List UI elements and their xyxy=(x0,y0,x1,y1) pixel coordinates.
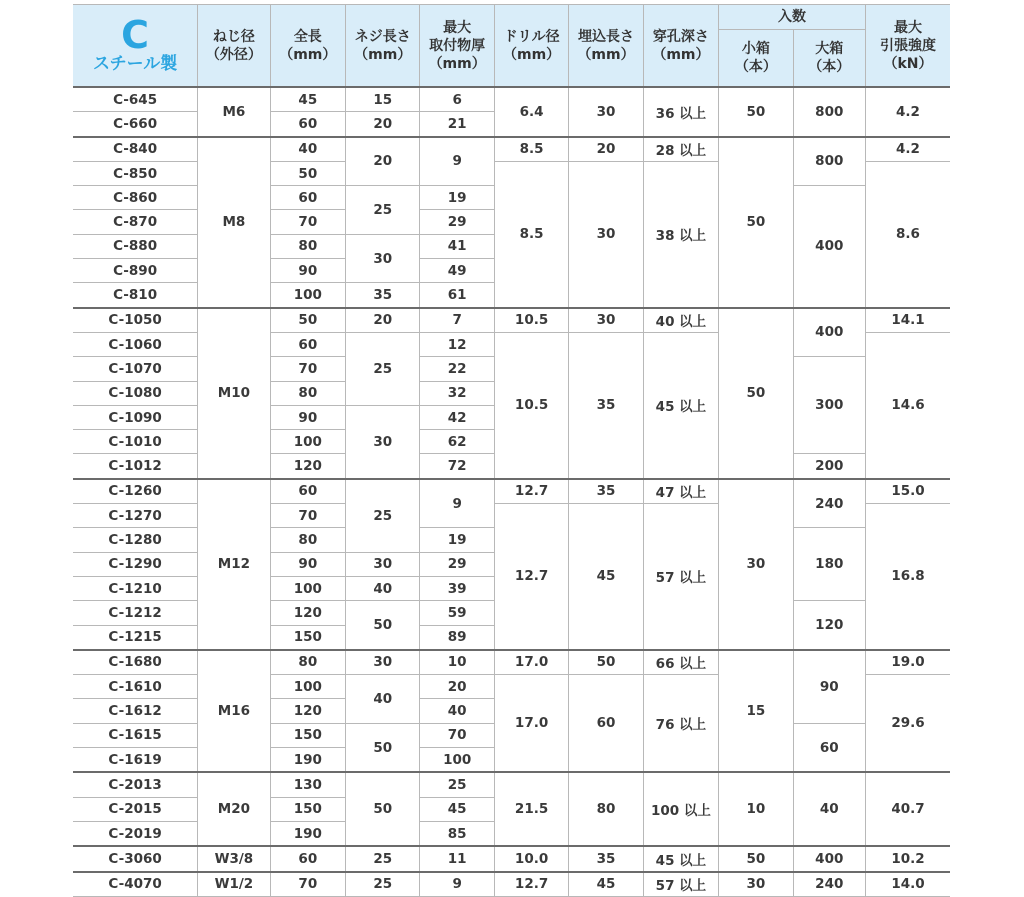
model-cell: C-1010 xyxy=(73,430,198,454)
length-cell: 190 xyxy=(270,821,345,846)
length-cell: 45 xyxy=(270,87,345,112)
qty-large-cell: 240 xyxy=(793,479,865,528)
model-cell: C-1215 xyxy=(73,625,198,650)
embed-length-header: 埋込長さ （mm） xyxy=(569,5,643,88)
max-thickness-cell: 42 xyxy=(420,405,494,429)
hole-depth-header: 穿孔深さ （mm） xyxy=(643,5,718,88)
length-cell: 130 xyxy=(270,772,345,797)
length-cell: 80 xyxy=(270,381,345,405)
max-thickness-cell: 39 xyxy=(420,576,494,600)
hole-depth-cell: 45 以上 xyxy=(643,846,718,871)
drill-cell: 6.4 xyxy=(494,87,568,137)
qty-small-cell: 50 xyxy=(719,137,793,308)
length-cell: 50 xyxy=(270,161,345,185)
model-cell: C-1270 xyxy=(73,504,198,528)
embed-cell: 35 xyxy=(569,846,643,871)
drill-cell: 10.5 xyxy=(494,308,568,333)
model-cell: C-1615 xyxy=(73,723,198,747)
tensile-cell: 15.0 xyxy=(865,479,950,504)
model-cell: C-2013 xyxy=(73,772,198,797)
max-thickness-cell: 72 xyxy=(420,454,494,479)
length-cell: 80 xyxy=(270,234,345,258)
length-cell: 90 xyxy=(270,552,345,576)
screw-length-cell: 30 xyxy=(346,234,420,283)
model-cell: C-1290 xyxy=(73,552,198,576)
table-row xyxy=(73,650,950,675)
screw-length-cell: 20 xyxy=(346,112,420,137)
qty-large-cell: 800 xyxy=(793,137,865,186)
screw-length-cell: 40 xyxy=(346,675,420,724)
model-cell: C-1012 xyxy=(73,454,198,479)
qty-large-cell: 240 xyxy=(793,872,865,897)
model-cell: C-870 xyxy=(73,210,198,234)
embed-cell: 45 xyxy=(569,872,643,897)
large-box-header: 大箱 （本） xyxy=(793,30,865,88)
hole-depth-cell: 38 以上 xyxy=(643,161,718,307)
max-thickness-cell: 20 xyxy=(420,675,494,699)
max-thickness-cell: 45 xyxy=(420,797,494,821)
embed-cell: 60 xyxy=(569,675,643,773)
max-thickness-cell: 29 xyxy=(420,210,494,234)
table-row xyxy=(73,137,950,162)
model-cell: C-810 xyxy=(73,283,198,308)
drill-cell: 12.7 xyxy=(494,504,568,650)
drill-cell: 17.0 xyxy=(494,675,568,773)
embed-cell: 80 xyxy=(569,772,643,846)
length-cell: 100 xyxy=(270,576,345,600)
table-row xyxy=(73,872,950,897)
length-cell: 190 xyxy=(270,748,345,773)
screw-length-cell: 30 xyxy=(346,405,420,478)
max-thickness-cell: 70 xyxy=(420,723,494,747)
length-cell: 60 xyxy=(270,332,345,356)
embed-cell: 30 xyxy=(569,87,643,137)
tensile-cell: 14.0 xyxy=(865,872,950,897)
brand-header-cell xyxy=(73,5,198,88)
thread-cell: M12 xyxy=(198,479,270,650)
length-cell: 150 xyxy=(270,797,345,821)
drill-cell: 17.0 xyxy=(494,650,568,675)
length-cell: 120 xyxy=(270,454,345,479)
length-cell: 90 xyxy=(270,259,345,283)
model-cell: C-3060 xyxy=(73,846,198,871)
tensile-cell: 8.6 xyxy=(865,161,950,307)
model-cell: C-1060 xyxy=(73,332,198,356)
model-cell: C-1080 xyxy=(73,381,198,405)
brand-letter: C xyxy=(121,12,150,57)
model-cell: C-890 xyxy=(73,259,198,283)
qty-large-cell: 90 xyxy=(793,650,865,723)
screw-length-cell: 40 xyxy=(346,576,420,600)
qty-large-cell: 200 xyxy=(793,454,865,479)
length-cell: 40 xyxy=(270,137,345,162)
qty-large-cell: 300 xyxy=(793,357,865,454)
drill-cell: 12.7 xyxy=(494,479,568,504)
model-cell: C-860 xyxy=(73,186,198,210)
model-cell: C-2019 xyxy=(73,821,198,846)
embed-cell: 30 xyxy=(569,161,643,307)
model-cell: C-1612 xyxy=(73,699,198,723)
model-cell: C-4070 xyxy=(73,872,198,897)
screw-length-cell: 25 xyxy=(346,872,420,897)
qty-small-cell: 50 xyxy=(719,87,793,137)
hole-depth-cell: 28 以上 xyxy=(643,137,718,162)
table-row xyxy=(73,479,950,504)
tensile-cell: 14.1 xyxy=(865,308,950,333)
max-thickness-cell: 100 xyxy=(420,748,494,773)
table-row xyxy=(73,308,950,333)
table-row xyxy=(73,846,950,871)
table-header xyxy=(73,5,950,88)
thread-cell: M20 xyxy=(198,772,270,846)
length-cell: 80 xyxy=(270,650,345,675)
qty-large-cell: 60 xyxy=(793,723,865,772)
qty-small-cell: 15 xyxy=(719,650,793,772)
max-thickness-cell: 11 xyxy=(420,846,494,871)
drill-cell: 21.5 xyxy=(494,772,568,846)
drill-cell: 10.0 xyxy=(494,846,568,871)
tensile-cell: 29.6 xyxy=(865,675,950,773)
thread-cell: M16 xyxy=(198,650,270,772)
table-body xyxy=(73,87,950,896)
table-row xyxy=(73,772,950,797)
tensile-cell: 16.8 xyxy=(865,504,950,650)
qty-large-cell: 800 xyxy=(793,87,865,137)
max-thickness-header: 最大 取付物厚 （mm） xyxy=(420,5,494,88)
max-thickness-cell: 59 xyxy=(420,601,494,625)
embed-cell: 45 xyxy=(569,504,643,650)
max-thickness-cell: 62 xyxy=(420,430,494,454)
model-cell: C-1210 xyxy=(73,576,198,600)
drill-cell: 8.5 xyxy=(494,137,568,162)
qty-small-cell: 30 xyxy=(719,479,793,650)
model-cell: C-1680 xyxy=(73,650,198,675)
max-thickness-cell: 85 xyxy=(420,821,494,846)
length-cell: 150 xyxy=(270,723,345,747)
screw-length-cell: 30 xyxy=(346,552,420,576)
model-cell: C-850 xyxy=(73,161,198,185)
max-thickness-cell: 21 xyxy=(420,112,494,137)
max-thickness-cell: 7 xyxy=(420,308,494,333)
qty-large-cell: 400 xyxy=(793,186,865,308)
length-cell: 70 xyxy=(270,872,345,897)
model-cell: C-2015 xyxy=(73,797,198,821)
screw-length-cell: 35 xyxy=(346,283,420,308)
drill-diameter-header: ドリル径 （mm） xyxy=(494,5,568,88)
screw-length-cell: 25 xyxy=(346,479,420,552)
length-cell: 120 xyxy=(270,601,345,625)
max-thickness-cell: 9 xyxy=(420,872,494,897)
qty-large-cell: 180 xyxy=(793,528,865,601)
length-cell: 120 xyxy=(270,699,345,723)
thread-cell: M6 xyxy=(198,87,270,137)
model-cell: C-1090 xyxy=(73,405,198,429)
brand-material: スチール製 xyxy=(92,53,178,74)
length-cell: 100 xyxy=(270,675,345,699)
length-cell: 60 xyxy=(270,112,345,137)
embed-cell: 50 xyxy=(569,650,643,675)
hole-depth-cell: 76 以上 xyxy=(643,675,718,773)
small-box-header: 小箱 （本） xyxy=(719,30,793,88)
embed-cell: 30 xyxy=(569,308,643,333)
tensile-cell: 4.2 xyxy=(865,87,950,137)
max-thickness-cell: 40 xyxy=(420,699,494,723)
model-cell: C-645 xyxy=(73,87,198,112)
thread-diameter-header: ねじ径 （外径） xyxy=(198,5,270,88)
model-cell: C-840 xyxy=(73,137,198,162)
max-thickness-cell: 19 xyxy=(420,528,494,552)
qty-small-cell: 50 xyxy=(719,846,793,871)
screw-length-cell: 20 xyxy=(346,137,420,186)
screw-length-cell: 15 xyxy=(346,87,420,112)
max-thickness-cell: 12 xyxy=(420,332,494,356)
screw-length-cell: 50 xyxy=(346,772,420,846)
hole-depth-cell: 57 以上 xyxy=(643,504,718,650)
thread-cell: M8 xyxy=(198,137,270,308)
length-cell: 100 xyxy=(270,283,345,308)
thread-cell: W3/8 xyxy=(198,846,270,871)
screw-length-cell: 25 xyxy=(346,846,420,871)
length-cell: 80 xyxy=(270,528,345,552)
screw-length-cell: 20 xyxy=(346,308,420,333)
model-cell: C-1610 xyxy=(73,675,198,699)
table-row xyxy=(73,87,950,112)
max-thickness-cell: 41 xyxy=(420,234,494,258)
length-cell: 90 xyxy=(270,405,345,429)
max-tensile-header: 最大 引張強度 （kN） xyxy=(865,5,950,88)
length-cell: 70 xyxy=(270,504,345,528)
length-cell: 150 xyxy=(270,625,345,650)
length-cell: 70 xyxy=(270,357,345,381)
length-cell: 60 xyxy=(270,846,345,871)
thread-cell: W1/2 xyxy=(198,872,270,897)
qty-large-cell: 400 xyxy=(793,308,865,357)
tensile-cell: 19.0 xyxy=(865,650,950,675)
anchor-spec-table xyxy=(73,4,950,897)
qty-large-cell: 400 xyxy=(793,846,865,871)
model-cell: C-1212 xyxy=(73,601,198,625)
model-cell: C-1619 xyxy=(73,748,198,773)
tensile-cell: 4.2 xyxy=(865,137,950,162)
length-cell: 70 xyxy=(270,210,345,234)
qty-small-cell: 30 xyxy=(719,872,793,897)
max-thickness-cell: 6 xyxy=(420,87,494,112)
qty-small-cell: 10 xyxy=(719,772,793,846)
embed-cell: 35 xyxy=(569,479,643,504)
thread-cell: M10 xyxy=(198,308,270,479)
drill-cell: 8.5 xyxy=(494,161,568,307)
tensile-cell: 14.6 xyxy=(865,332,950,478)
qty-small-cell: 50 xyxy=(719,308,793,479)
model-cell: C-1260 xyxy=(73,479,198,504)
max-thickness-cell: 19 xyxy=(420,186,494,210)
length-cell: 100 xyxy=(270,430,345,454)
max-thickness-cell: 89 xyxy=(420,625,494,650)
max-thickness-cell: 9 xyxy=(420,137,494,186)
hole-depth-cell: 47 以上 xyxy=(643,479,718,504)
qty-large-cell: 120 xyxy=(793,601,865,650)
total-length-header: 全長 （mm） xyxy=(270,5,345,88)
tensile-cell: 10.2 xyxy=(865,846,950,871)
quantity-header: 入数 xyxy=(719,5,866,30)
length-cell: 60 xyxy=(270,479,345,504)
screw-length-cell: 50 xyxy=(346,601,420,650)
drill-cell: 12.7 xyxy=(494,872,568,897)
screw-length-header: ネジ長さ （mm） xyxy=(346,5,420,88)
screw-length-cell: 30 xyxy=(346,650,420,675)
hole-depth-cell: 100 以上 xyxy=(643,772,718,846)
max-thickness-cell: 10 xyxy=(420,650,494,675)
embed-cell: 35 xyxy=(569,332,643,478)
model-cell: C-880 xyxy=(73,234,198,258)
tensile-cell: 40.7 xyxy=(865,772,950,846)
qty-large-cell: 40 xyxy=(793,772,865,846)
hole-depth-cell: 66 以上 xyxy=(643,650,718,675)
length-cell: 60 xyxy=(270,186,345,210)
model-cell: C-1280 xyxy=(73,528,198,552)
hole-depth-cell: 36 以上 xyxy=(643,87,718,137)
max-thickness-cell: 25 xyxy=(420,772,494,797)
max-thickness-cell: 9 xyxy=(420,479,494,528)
screw-length-cell: 25 xyxy=(346,186,420,235)
max-thickness-cell: 29 xyxy=(420,552,494,576)
max-thickness-cell: 32 xyxy=(420,381,494,405)
hole-depth-cell: 40 以上 xyxy=(643,308,718,333)
embed-cell: 20 xyxy=(569,137,643,162)
model-cell: C-1070 xyxy=(73,357,198,381)
hole-depth-cell: 45 以上 xyxy=(643,332,718,478)
max-thickness-cell: 22 xyxy=(420,357,494,381)
max-thickness-cell: 61 xyxy=(420,283,494,308)
max-thickness-cell: 49 xyxy=(420,259,494,283)
model-cell: C-1050 xyxy=(73,308,198,333)
hole-depth-cell: 57 以上 xyxy=(643,872,718,897)
length-cell: 50 xyxy=(270,308,345,333)
screw-length-cell: 50 xyxy=(346,723,420,772)
model-cell: C-660 xyxy=(73,112,198,137)
drill-cell: 10.5 xyxy=(494,332,568,478)
screw-length-cell: 25 xyxy=(346,332,420,405)
